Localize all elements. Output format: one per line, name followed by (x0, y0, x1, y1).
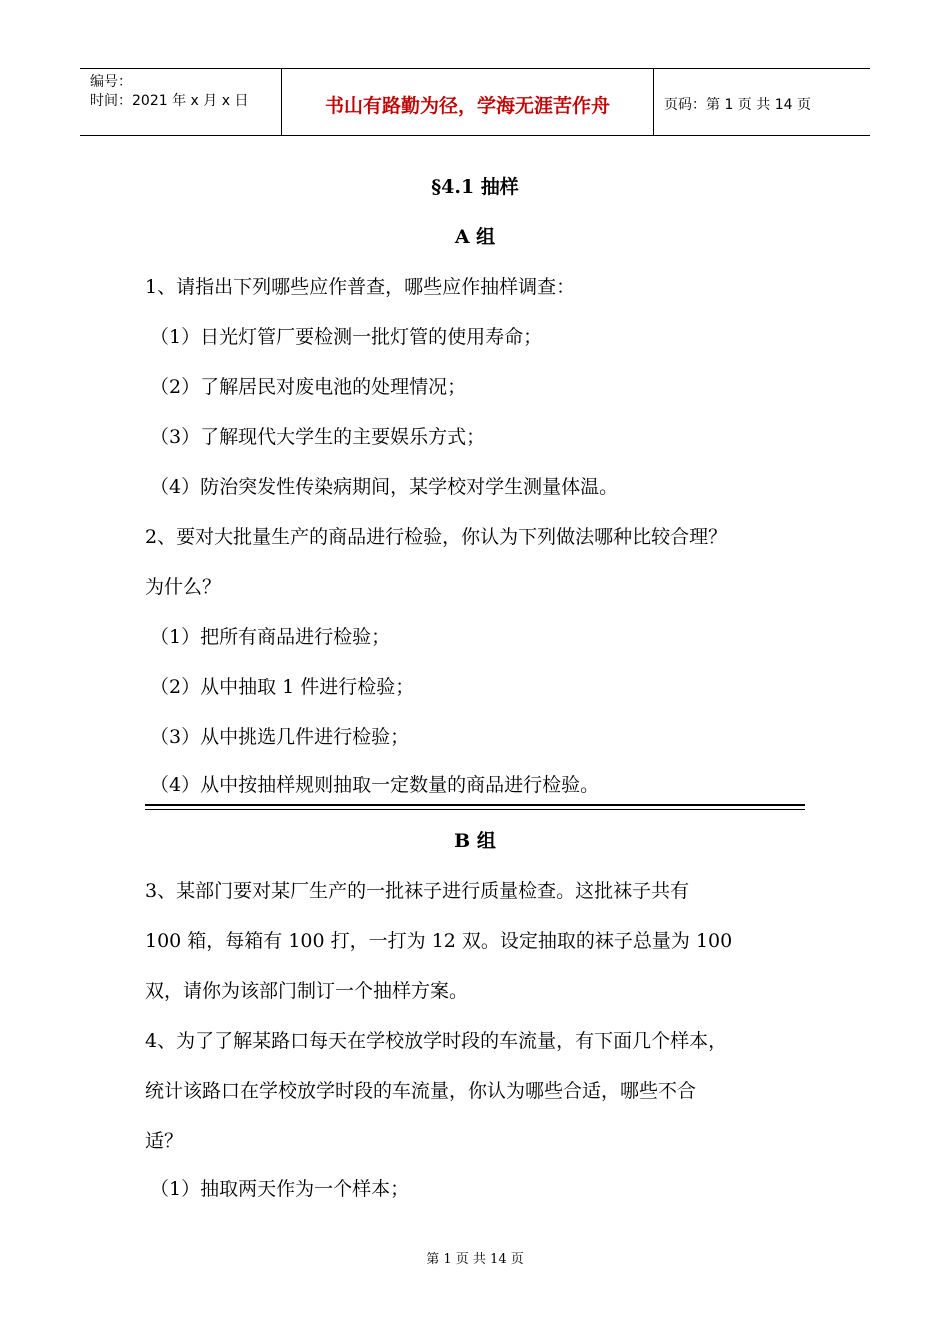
question-4-line-2: 统计该路口在学校放学时段的车流量，你认为哪些合适，哪些不合 (145, 1080, 697, 1102)
group-b-heading: B 组 (454, 830, 496, 852)
q1-item-4: （4）防治突发性传染病期间，某学校对学生测量体温。 (150, 476, 619, 498)
question-2-line-2: 为什么？ (145, 576, 222, 598)
question-2-line-1: 2、要对大批量生产的商品进行检验，你认为下列做法哪种比较合理？ (145, 526, 728, 548)
question-3-line-2: 100 箱，每箱有 100 打，一打为 12 双。设定抽取的袜子总量为 100 (145, 930, 733, 952)
header-page-info: 页码：第 1 页 共 14 页 (664, 97, 811, 113)
section-divider (145, 804, 805, 810)
q2-item-3: （3）从中挑选几件进行检验； (150, 726, 410, 748)
document-header (80, 68, 870, 136)
question-1: 1、请指出下列哪些应作普查，哪些应作抽样调查： (145, 276, 576, 298)
group-a-heading: A 组 (454, 226, 496, 248)
code-label: 编号： (90, 74, 132, 90)
q4-item-1: （1）抽取两天作为一个样本； (150, 1178, 410, 1200)
q1-item-3: （3）了解现代大学生的主要娱乐方式； (150, 426, 486, 448)
header-meta (80, 69, 282, 135)
question-3-line-3: 双，请你为该部门制订一个抽样方案。 (145, 980, 469, 1002)
question-3-line-1: 3、某部门要对某厂生产的一批袜子进行质量检查。这批袜子共有 (145, 880, 690, 902)
q2-item-4: （4）从中按抽样规则抽取一定数量的商品进行检验。 (150, 774, 600, 796)
question-4-line-1: 4、为了了解某路口每天在学校放学时段的车流量，有下面几个样本， (145, 1030, 728, 1052)
page-footer: 第 1 页 共 14 页 (426, 1252, 524, 1267)
time-label: 时间：2021 年 x 月 x 日 (90, 93, 249, 109)
page-title: §4.1 抽样 (431, 176, 519, 198)
question-4-line-3: 适？ (145, 1130, 184, 1152)
q2-item-1: （1）把所有商品进行检验； (150, 626, 391, 648)
q1-item-1: （1）日光灯管厂要检测一批灯管的使用寿命； (150, 326, 543, 348)
q2-item-2: （2）从中抽取 1 件进行检验； (150, 676, 415, 698)
header-motto: 书山有路勤为径，学海无涯苦作舟 (282, 69, 654, 135)
q1-item-2: （2）了解居民对废电池的处理情况； (150, 376, 467, 398)
